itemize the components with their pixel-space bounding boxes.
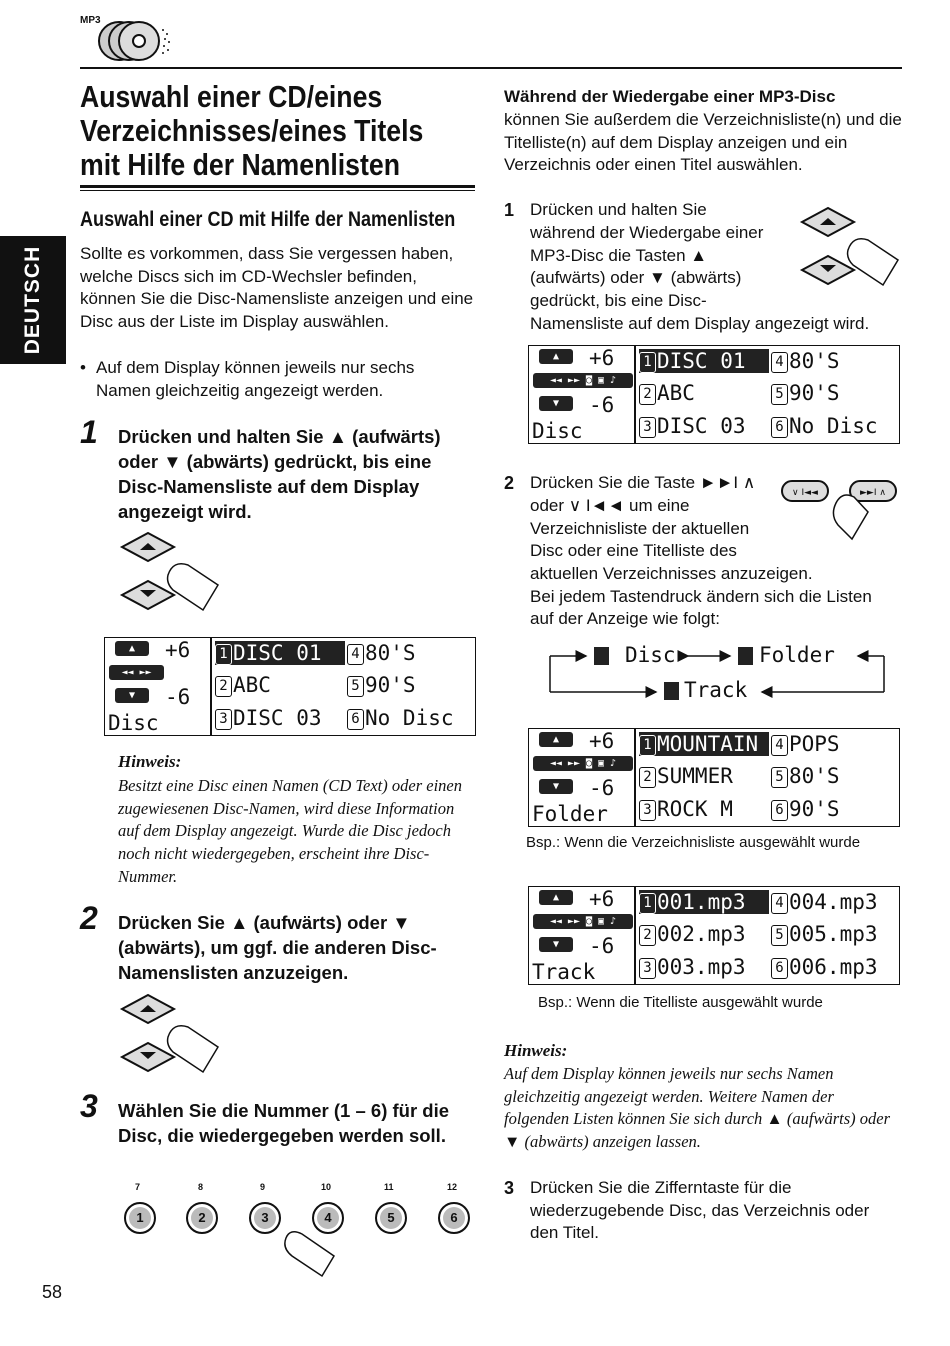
list-item-1: 1 MOUNTAIN	[639, 732, 769, 756]
skip-keys-icon: ◄◄ ►► ◙ ▣ ♪	[533, 914, 633, 929]
r-step2-line1: Drücken Sie die Taste ►►I ∧	[530, 473, 756, 492]
down-key-icon: ▼	[115, 688, 149, 703]
up-key-icon: ▲	[539, 349, 573, 364]
bullet-dot: •	[80, 358, 86, 377]
r-note-heading: Hinweis:	[504, 1041, 568, 1060]
skip-keys-icon: ◄◄ ►► ◙ ▣ ♪	[533, 373, 633, 388]
r-step1-line6: Namensliste auf dem Display angezeigt wird.	[530, 314, 870, 333]
lcd-divider	[210, 638, 212, 735]
step1-text: Drücken und halten Sie ▲ (aufwärts) oder ▼ (abwärts) gedrückt, bis eine Disc-Namensliste auf dem Display angezeigt wird.	[118, 426, 441, 522]
folder-caption: Bsp.: Wenn die Verzeichnisliste ausgewählt wurde	[526, 834, 861, 851]
button-alt-11: 11	[384, 1182, 394, 1192]
down-label: -6	[165, 685, 191, 709]
list-item-2: 2 ABC	[639, 381, 695, 405]
r-step2-line3: Verzeichnisliste der aktuellen	[530, 519, 750, 538]
step3-text: Wählen Sie die Nummer (1 – 6) für die Disc, die wiedergegeben werden soll.	[118, 1100, 450, 1146]
mp3-label: MP3	[80, 15, 101, 26]
r-step1-line1: Drücken und halten Sie	[530, 200, 707, 219]
r-step3-text: Drücken Sie die Zifferntaste für die wiederzugebende Disc, das Verzeichnis oder den Titel.	[530, 1178, 870, 1243]
lcd-display-folder	[528, 728, 900, 827]
button-alt-9: 9	[260, 1182, 266, 1192]
r-step1-line4: (aufwärts) oder ▼ (abwärts)	[530, 268, 742, 287]
intro-text: Sollte es vorkommen, dass Sie vergessen haben, welche Discs sich im CD-Wechsler befinden, können Sie die Disc-Namensliste anzeigen und eine Disc aus der Liste im Display auswählen.	[80, 244, 474, 332]
bullet-text: Auf dem Display können jeweils nur sechs Namen gleichzeitig angezeigt werden.	[96, 358, 415, 400]
svg-text:►►I ∧: ►►I ∧	[860, 488, 886, 498]
r-step2-line6: Bei jedem Tastendruck ändern sich die Listen	[530, 587, 872, 606]
r-step1-number: 1	[504, 200, 515, 220]
lcd-display-disc	[104, 637, 476, 736]
cycle-track-label: Track	[684, 678, 748, 702]
r-step3-number: 3	[504, 1178, 515, 1198]
mode-label: Track	[532, 960, 596, 984]
step1-number: 1	[80, 414, 98, 450]
r-step1-line2: während der Wiedergabe einer	[530, 223, 764, 242]
step3-number: 3	[80, 1088, 98, 1124]
list-item-2: 2 002.mp3	[639, 922, 746, 946]
list-item-6: 6 006.mp3	[771, 955, 878, 979]
cd-stack-icon	[95, 20, 180, 62]
step2-text: Drücken Sie ▲ (aufwärts) oder ▼ (abwärts), um ggf. die anderen Disc-Namenslisten anzuzeigen.	[118, 912, 437, 983]
cycle-disc-label: Disc	[625, 643, 676, 667]
r-step2-line5: aktuellen Verzeichnisses anzuzeigen.	[530, 564, 813, 583]
page-number: 58	[42, 1282, 63, 1302]
up-label: +6	[589, 346, 615, 370]
up-down-buttons-icon	[118, 530, 228, 615]
mode-label: Disc	[532, 419, 583, 443]
up-label: +6	[589, 729, 615, 753]
list-item-2: 2 ABC	[215, 673, 271, 697]
skip-keys-icon: ◄◄ ►► ◙ ▣ ♪	[533, 756, 633, 771]
page-title: Auswahl einer CD/eines Verzeichnisses/eines Titels mit Hilfe der Namenlisten	[80, 79, 424, 182]
list-item-5: 5 80'S	[771, 764, 840, 788]
list-item-1: 1 DISC 01	[639, 349, 769, 373]
down-label: -6	[589, 934, 615, 958]
list-item-4: 4 80'S	[347, 641, 416, 665]
track-caption: Bsp.: Wenn die Titelliste ausgewählt wurde	[538, 994, 823, 1011]
mode-label: Folder	[532, 802, 608, 826]
list-item-4: 4 80'S	[771, 349, 840, 373]
mode-label: Disc	[108, 711, 159, 735]
up-down-buttons-icon-2	[118, 992, 228, 1077]
lcd-display-track	[528, 886, 900, 985]
list-item-2: 2 SUMMER	[639, 764, 733, 788]
skip-buttons-icon	[780, 477, 898, 549]
number-button-6[interactable]: 6	[438, 1202, 470, 1234]
button-alt-8: 8	[198, 1182, 204, 1192]
number-button-1[interactable]: 1	[124, 1202, 156, 1234]
up-down-buttons-icon-3	[798, 205, 908, 290]
list-item-5: 5 90'S	[347, 673, 416, 697]
list-item-5: 5 90'S	[771, 381, 840, 405]
list-item-3: 3 003.mp3	[639, 955, 746, 979]
button-alt-12: 12	[447, 1182, 458, 1192]
down-key-icon: ▼	[539, 779, 573, 794]
up-key-icon: ▲	[539, 732, 573, 747]
r-step1-line5: gedrückt, bis eine Disc-	[530, 291, 707, 310]
down-key-icon: ▼	[539, 396, 573, 411]
title-rule	[80, 185, 475, 188]
section-subtitle: Auswahl einer CD mit Hilfe der Namenlisten	[80, 208, 456, 231]
cycle-folder-label: Folder	[759, 643, 835, 667]
button-alt-7: 7	[135, 1182, 141, 1192]
up-key-icon: ▲	[115, 641, 149, 656]
skip-keys-icon: ◄◄ ►►	[109, 665, 164, 680]
list-item-6: 6 No Disc	[347, 706, 454, 730]
number-button-3[interactable]: 3	[249, 1202, 281, 1234]
header-rule	[80, 67, 902, 69]
lcd-display-disc-mp3	[528, 345, 900, 444]
list-item-1: 1 DISC 01	[215, 641, 345, 665]
svg-text:∨ I◄◄: ∨ I◄◄	[792, 488, 818, 498]
list-item-6: 6 90'S	[771, 797, 840, 821]
r-step2-line7: auf der Anzeige wie folgt:	[530, 609, 720, 628]
list-item-3: 3 DISC 03	[639, 414, 746, 438]
finger-icon	[282, 1228, 342, 1278]
down-label: -6	[589, 393, 615, 417]
list-item-3: 3 ROCK M	[639, 797, 733, 821]
title-rule-thin	[80, 190, 475, 191]
mp3-intro: können Sie außerdem die Verzeichnisliste(n) und die Titelliste(n) auf dem Display anzeigen und ein Verzeichnis oder einen Titel auswählen.	[504, 110, 902, 175]
button-alt-10: 10	[321, 1182, 332, 1192]
list-item-1: 1 001.mp3	[639, 890, 769, 914]
list-item-4: 4 POPS	[771, 732, 840, 756]
r-step2-number: 2	[504, 473, 515, 493]
number-button-5[interactable]: 5	[375, 1202, 407, 1234]
note-heading: Hinweis:	[118, 752, 182, 771]
mp3-heading: Während der Wiedergabe einer MP3-Disc	[504, 87, 836, 106]
step2-number: 2	[80, 900, 98, 936]
number-button-4[interactable]: 4	[312, 1202, 344, 1234]
list-item-5: 5 005.mp3	[771, 922, 878, 946]
list-item-3: 3 DISC 03	[215, 706, 322, 730]
language-tab	[0, 236, 66, 364]
list-item-6: 6 No Disc	[771, 414, 878, 438]
r-step1-line3: MP3-Disc die Tasten ▲	[530, 246, 708, 265]
list-item-4: 4 004.mp3	[771, 890, 878, 914]
lcd-divider	[634, 729, 636, 826]
up-label: +6	[165, 638, 191, 662]
r-step2-line2: oder ∨ I◄◄ um eine	[530, 496, 690, 515]
number-button-2[interactable]: 2	[186, 1202, 218, 1234]
lcd-divider	[634, 887, 636, 984]
lcd-divider	[634, 346, 636, 443]
up-label: +6	[589, 887, 615, 911]
note-text: Besitzt eine Disc einen Namen (CD Text) oder einen zugewiesenen Disc-Namen, wird diese Information auf dem Display angezeigt. Wurde die Disc jedoch noch nicht wiedergegeben, erscheint ihre Disc-Nummer.	[118, 776, 462, 886]
down-key-icon: ▼	[539, 937, 573, 952]
up-key-icon: ▲	[539, 890, 573, 905]
r-step2-line4: Disc oder eine Titelliste des	[530, 541, 737, 560]
down-label: -6	[589, 776, 615, 800]
language-label: DEUTSCH	[21, 245, 44, 355]
r-note-text: Auf dem Display können jeweils nur sechs Namen gleichzeitig angezeigt werden. Weitere Namen der folgenden Listen können Sie sich durch ▲ (aufwärts) oder ▼ (abwärts) anzeigen lassen.	[504, 1064, 891, 1152]
